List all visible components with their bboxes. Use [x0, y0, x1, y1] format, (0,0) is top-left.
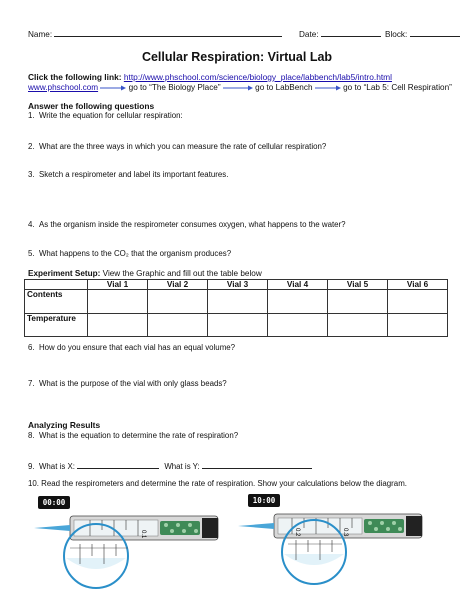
block-blank[interactable] — [410, 28, 460, 37]
date-blank[interactable] — [321, 28, 381, 37]
question-3: 3. Sketch a respirometer and label its important features. — [28, 170, 229, 179]
table-cell[interactable] — [88, 290, 148, 314]
arrow-right-icon — [315, 85, 341, 91]
block-label: Block: — [385, 30, 408, 39]
answer-heading: Answer the following questions — [28, 101, 155, 111]
arrow-right-icon — [100, 85, 126, 91]
step-lab5: go to “Lab 5: Cell Respiration” — [343, 83, 452, 92]
name-blank[interactable] — [54, 28, 282, 37]
experiment-setup-line — [28, 269, 262, 278]
page-title: Cellular Respiration: Virtual Lab — [141, 50, 333, 64]
question-8: 8. What is the equation to determine the rate of respiration? — [28, 431, 239, 440]
step-labbench: go to LabBench — [255, 83, 313, 92]
link-line — [28, 72, 392, 82]
step-biology-place: go to “The Biology Place” — [128, 83, 221, 92]
row-header-temperature: Temperature — [25, 314, 88, 337]
experiment-heading: Experiment Setup: — [28, 269, 101, 278]
column-header: Vial 6 — [388, 280, 448, 290]
table-cell[interactable] — [328, 290, 388, 314]
clock-time-left: 00:00 — [42, 498, 66, 507]
table-corner-cell — [25, 280, 88, 290]
table-cell[interactable] — [88, 314, 148, 337]
scale-label: 0.3 — [342, 528, 348, 537]
question-9-y-label: What is Y: — [164, 462, 200, 471]
table-cell[interactable] — [148, 314, 208, 337]
table-cell[interactable] — [268, 290, 328, 314]
table-cell[interactable] — [388, 290, 448, 314]
arrow-right-icon — [223, 85, 253, 91]
column-header: Vial 3 — [208, 280, 268, 290]
clock-time-right: 10:00 — [252, 496, 276, 505]
table-cell[interactable] — [148, 290, 208, 314]
table-cell[interactable] — [208, 314, 268, 337]
question-5: 5. What happens to the CO₂ that the organism produces? — [28, 249, 232, 258]
question-4: 4. As the organism inside the respirometer consumes oxygen, what happens to the water? — [28, 220, 346, 229]
name-field[interactable] — [28, 28, 282, 39]
column-header: Vial 2 — [148, 280, 208, 290]
vial-table — [24, 279, 448, 337]
question-7: 7. What is the purpose of the vial with only glass beads? — [28, 379, 227, 388]
column-header: Vial 1 — [88, 280, 148, 290]
block-field[interactable] — [385, 28, 460, 39]
name-label: Name: — [28, 30, 53, 39]
table-cell[interactable] — [208, 290, 268, 314]
question-9-x-label: 9. What is X: — [28, 462, 75, 471]
question-6: 6. How do you ensure that each vial has an equal volume? — [28, 343, 236, 352]
table-cell[interactable] — [388, 314, 448, 337]
respirometer-left-diagram — [30, 508, 230, 600]
question-9 — [28, 460, 312, 471]
date-field[interactable] — [299, 28, 381, 39]
question-1: 1. Write the equation for cellular respiration: — [28, 111, 183, 120]
date-label: Date: — [299, 30, 319, 39]
column-header: Vial 5 — [328, 280, 388, 290]
row-header-contents: Contents — [25, 290, 88, 314]
experiment-instruction: View the Graphic and fill out the table below — [102, 269, 262, 278]
analyzing-heading: Analyzing Results — [28, 420, 101, 430]
question-2: 2. What are the three ways in which you can measure the rate of cellular respiration? — [28, 142, 327, 151]
scale-label: 0.1 — [140, 530, 146, 539]
y-blank[interactable] — [202, 460, 312, 469]
question-10: 10. Read the respirometers and determine the rate of respiration. Show your calculations below the diagram. — [28, 479, 407, 488]
x-blank[interactable] — [77, 460, 159, 469]
phschool-link[interactable]: www.phschool.com — [28, 83, 99, 92]
table-cell[interactable] — [328, 314, 388, 337]
table-cell[interactable] — [268, 314, 328, 337]
lab-url-link[interactable]: http://www.phschool.com/science/biology_place/labbench/lab5/intro.html — [123, 72, 393, 82]
scale-label: 0.2 — [294, 528, 300, 537]
link-prefix: Click the following link: — [28, 72, 122, 82]
navigation-steps — [28, 83, 452, 92]
respirometer-right-diagram — [234, 506, 434, 598]
column-header: Vial 4 — [268, 280, 328, 290]
